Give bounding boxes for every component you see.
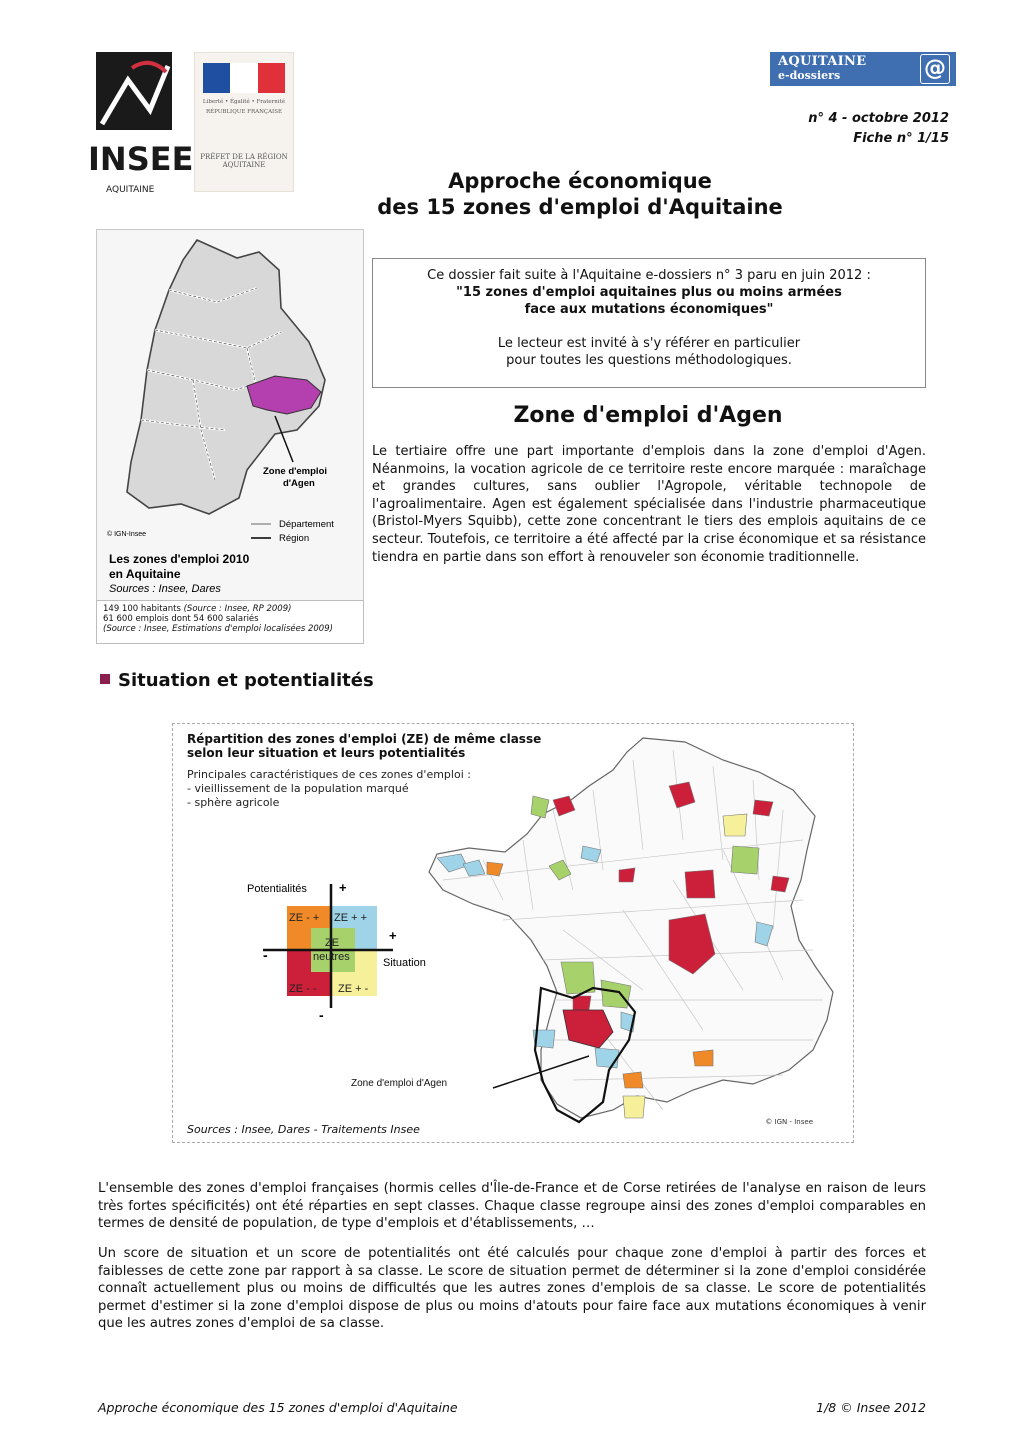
footer-title: Approche économique des 15 zones d'emploi d'Aquitaine <box>98 1400 458 1415</box>
intro-line-2: Le lecteur est invité à s'y référer en particulier <box>497 336 801 351</box>
axis-y-minus: - <box>319 1007 324 1023</box>
axis-situation: Situation <box>383 957 426 969</box>
intro-bold-1: "15 zones d'emploi aquitaines plus ou moins armées <box>456 285 842 300</box>
figure-title-1: Répartition des zones d'emploi (ZE) de même classe <box>187 732 542 746</box>
figure-sub-1: Principales caractéristiques de ces zones d'emploi : <box>187 768 471 781</box>
agen-map-label-1: Zone d'emploi <box>263 466 328 477</box>
section-title: Situation et potentialités <box>118 670 374 691</box>
label-ze-minus-plus: ZE - + <box>289 912 320 924</box>
map-caption-2: en Aquitaine <box>109 567 181 581</box>
badge-title: AQUITAINE <box>778 54 867 69</box>
aquitaine-map-panel <box>96 229 364 601</box>
pop-jobs: 61 600 emplois dont 54 600 salariés <box>103 614 259 624</box>
figure-sub-2: - vieillissement de la population marqué <box>187 782 409 795</box>
body-paragraph-2: Un score de situation et un score de potentialités ont été calculés pour chaque zone d'emploi à partir des forces et faiblesses de cette zone par rapport à sa classe. Le score de situation permet de déterminer si la zone d'emploi considérée connaît actuellement plus ou moins de difficultés que les autres zones d'emplois de sa classe. Le score de potentialités permet d'estimer si la zone d'emploi dispose de plus ou moins d'atouts pour faire face aux mutations économiques à venir que les autres zones d'emploi de sa classe. <box>98 1246 926 1332</box>
population-box <box>96 600 364 644</box>
intro-bold-2: face aux mutations économiques" <box>524 302 774 317</box>
badge-subtitle: e-dossiers <box>778 69 841 82</box>
intro-line-3: pour toutes les questions méthodologiques. <box>506 353 792 368</box>
agen-map-label-2: d'Agen <box>283 478 315 489</box>
marianne-motto: Liberté • Égalité • Fraternité <box>202 99 286 105</box>
marianne-republic: RÉPUBLIQUE FRANÇAISE <box>205 109 283 115</box>
french-flag-icon <box>203 63 285 93</box>
axis-y-plus: + <box>339 880 347 895</box>
issue-info <box>808 109 949 149</box>
zone-description: Le tertiaire offre une part importante d'emplois dans la zone d'emploi d'Agen. Néanmoins, la vocation agricole de ce territoire reste encore marquée : maraîchage et grandes cultures, sans oublier l'Agropole, véritable technopole de l'agroalimentaire. Agen est également spécialisée dans l'industrie pharmaceutique (Bristol-Myers Squibb), cette zone concentrant le tiers des emplois aquitains de ce secteur. Toutefois, ce territoire a été affecté par la crise économique et sa résistance tiendra en partie dans son effort à renouveler son économie traditionnelle. <box>372 444 926 565</box>
insee-logo-text: INSEE <box>88 140 194 178</box>
map-copyright: © IGN-Insee <box>107 531 147 538</box>
section-heading <box>100 670 374 691</box>
square-bullet-icon <box>100 674 110 684</box>
sheet-number: Fiche n° 1/15 <box>853 131 949 146</box>
label-ze-neutral-2: neutres <box>313 951 350 963</box>
agen-figure-label: Zone d'emploi d'Agen <box>351 1078 448 1089</box>
page-title <box>300 168 860 220</box>
axis-x-minus: - <box>263 947 268 963</box>
france-map <box>423 730 843 1130</box>
insee-logo <box>88 52 194 197</box>
axis-potentialites: Potentialités <box>247 883 307 895</box>
france-classification-figure <box>172 723 854 1143</box>
insee-logo-sub: AQUITAINE <box>106 185 155 195</box>
figure-sub-3: - sphère agricole <box>187 796 280 809</box>
intro-line-1: Ce dossier fait suite à l'Aquitaine e-dossiers n° 3 paru en juin 2012 : <box>427 268 871 283</box>
label-ze-minus-minus: ZE - - <box>289 983 317 995</box>
pop-jobs-source: (Source : Insee, Estimations d'emploi localisées 2009) <box>103 624 333 634</box>
prefecture-label: PRÉFET DE LA RÉGION AQUITAINE <box>200 153 288 169</box>
insee-logo-graphic <box>88 52 194 197</box>
map-caption-1: Les zones d'emploi 2010 <box>109 552 250 566</box>
title-line-1: Approche économique <box>448 169 712 193</box>
aquitaine-edossiers-badge <box>770 52 956 86</box>
label-ze-plus-minus: ZE + - <box>338 983 369 995</box>
prefecture-logo <box>194 52 294 192</box>
figure-title-2: selon leur situation et leurs potentialités <box>187 746 466 760</box>
issue-number: n° 4 - octobre 2012 <box>808 111 949 126</box>
title-line-2: des 15 zones d'emploi d'Aquitaine <box>377 195 783 219</box>
aquitaine-map <box>97 230 363 600</box>
pop-inhabitants-source: (Source : Insee, RP 2009) <box>183 604 292 614</box>
footer-page: 1/8 © Insee 2012 <box>816 1400 926 1415</box>
body-paragraph-1: L'ensemble des zones d'emploi françaises (hormis celles d'Île-de-France et de Corse retirées de l'analyse en raison de leurs très fortes spécificités) ont été réparties en sept classes. Chaque classe regroupe ainsi des zones d'emploi comparables en termes de densité de population, de type d'emplois et d'établissements, … <box>98 1181 926 1232</box>
zone-title: Zone d'emploi d'Agen <box>513 403 783 428</box>
figure-sources: Sources : Insee, Dares - Traitements Insee <box>187 1123 420 1136</box>
label-ze-neutral-1: ZE <box>325 937 340 949</box>
pop-inhabitants: 149 100 habitants <box>103 604 181 614</box>
quadrant-legend <box>243 874 443 1034</box>
legend-region: Région <box>279 533 310 544</box>
map-sources: Sources : Insee, Dares <box>109 583 221 595</box>
figure-copyright: © IGN - Insee <box>765 1118 813 1126</box>
label-ze-plus-plus: ZE + + <box>334 912 368 924</box>
axis-x-plus: + <box>389 928 397 943</box>
legend-departement: Département <box>279 519 334 530</box>
intro-box <box>372 258 926 388</box>
at-icon: @ <box>920 54 950 84</box>
